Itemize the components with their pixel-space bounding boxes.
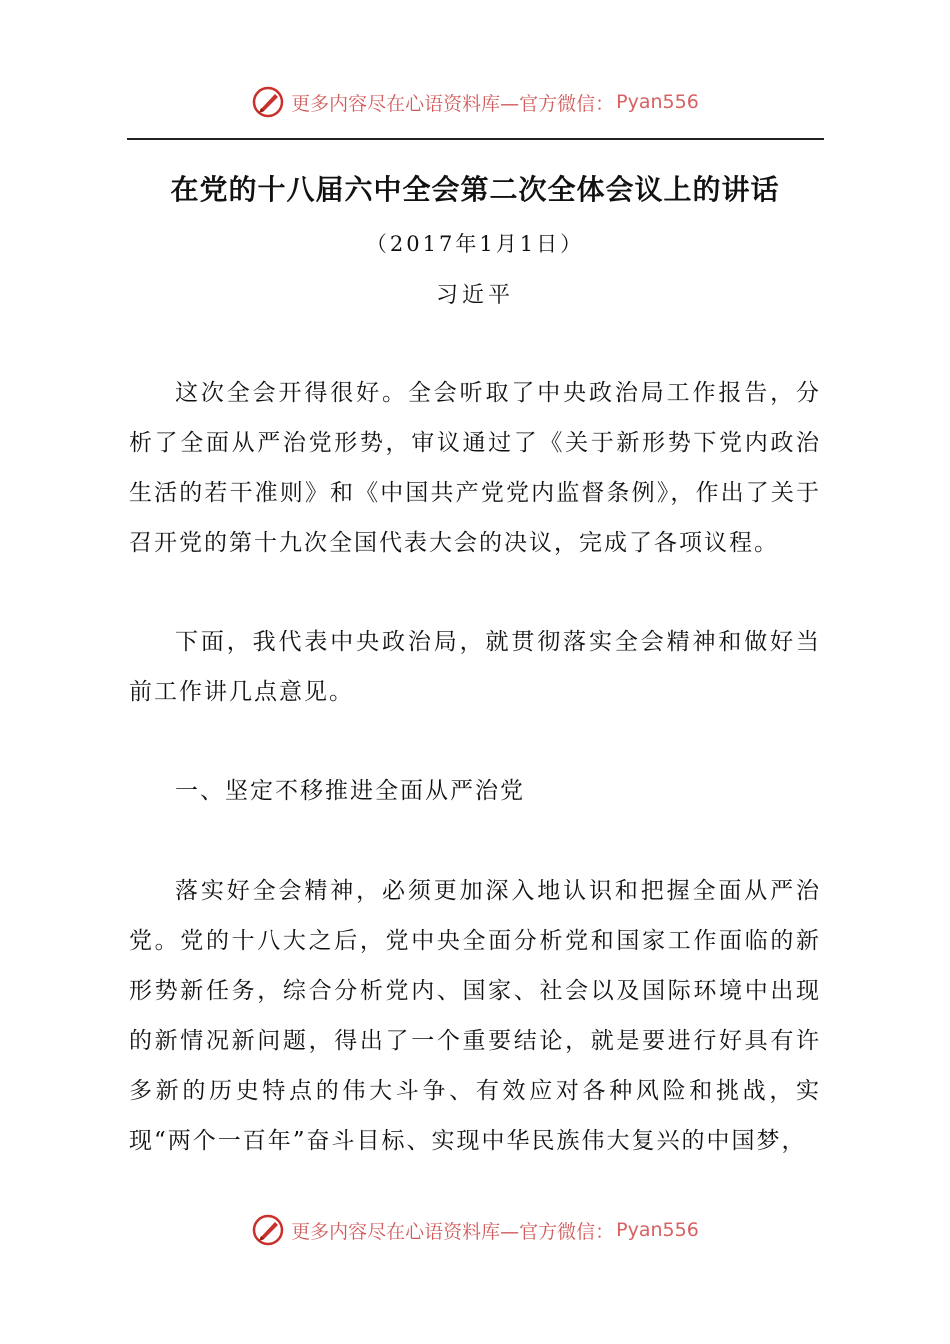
paragraph-2: 下面，我代表中央政治局，就贯彻落实全会精神和做好当前工作讲几点意见。 [129, 629, 821, 705]
pen-logo-icon [251, 1213, 285, 1247]
footer-watermark [0, 1210, 950, 1250]
watermark-text: 更多内容尽在心语资料库—官方微信： [291, 1220, 615, 1243]
document-author: 习近平 [435, 283, 514, 308]
pen-logo-icon [251, 85, 285, 119]
document-date: （2017年1月1日） [365, 232, 585, 256]
document-title: 在党的十八届六中全会第二次全体会议上的讲话 [170, 173, 780, 206]
paragraph-1: 这次全会开得很好。全会听取了中央政治局工作报告，分析了全面从严治党形势，审议通过了《关于新形势下党内政治生活的若干准则》和《中国共产党党内监督条例》，作出了关于召开党的第十九次全国代表大会的决议，完成了各项议程。 [129, 380, 821, 556]
watermark-text: 更多内容尽在心语资料库—官方微信： [291, 92, 615, 115]
paragraph-3: 落实好全会精神，必须更加深入地认识和把握全面从严治党。党的十八大之后，党中央全面分析党和国家工作面临的新形势新任务，综合分析党内、国家、社会以及国际环境中出现的新情况新问题，得出了一个重要结论，就是要进行好具有许多新的历史特点的伟大斗争、有效应对各种风险和挑战，实现“两个一百年”奋斗目标、实现中华民族伟大复兴的中国梦， [129, 878, 821, 1154]
header-watermark [0, 82, 950, 122]
header-divider [127, 138, 824, 140]
section-heading: 一、坚定不移推进全面从严治党 [175, 778, 525, 804]
watermark-wechat-id: Pyan556 [616, 91, 699, 113]
watermark-wechat-id: Pyan556 [616, 1219, 699, 1241]
